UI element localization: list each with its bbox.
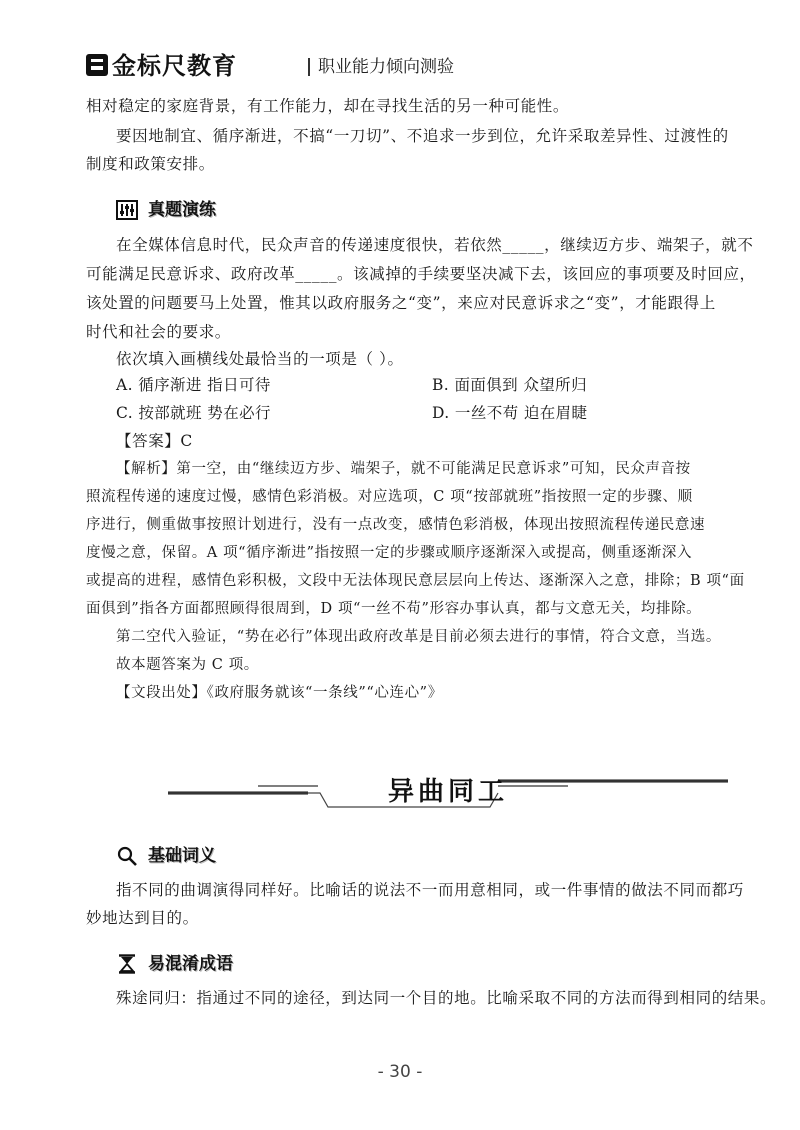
intro-line-2: 要因地制宜、循序渐进，不搞“一刀切”、不追求一步到位，允许采取差异性、过渡性的	[116, 127, 729, 145]
idiom-title-banner	[168, 757, 728, 817]
basic-meaning-label: 基础词义	[148, 846, 216, 866]
logo-icon	[86, 54, 108, 76]
sliders-icon	[116, 200, 138, 220]
answer: 【答案】C	[116, 432, 193, 450]
analysis-line-3: 序进行，侧重做事按照计划进行，没有一点改变，感情色彩消极，体现出按照流程传递民意速	[86, 517, 706, 533]
confusable-heading	[116, 952, 336, 978]
option-d: D. 一丝不苟 迫在眉睫	[432, 404, 588, 422]
idiom-title: 异曲同工	[387, 777, 508, 807]
header-subtitle: 职业能力倾向测验	[318, 57, 454, 77]
question-line-3: 该处置的问题要马上处置，惟其以政府服务之“变”，来应对民意诉求之“变”，才能跟得上	[86, 294, 716, 312]
analysis-line-1: 【解析】第一空，由“继续迈方步、端架子，就不可能满足民意诉求”可知，民众声音按	[116, 461, 691, 477]
question-line-4: 时代和社会的要求。	[86, 323, 231, 341]
analysis-line-5: 或提高的进程，感情色彩积极，文段中无法体现民意层层向上传达、逐渐深入之意，排除；B 项“面	[86, 573, 745, 589]
hourglass-icon	[116, 954, 138, 974]
question-line-2: 可能满足民意诉求、政府改革_____。该减掉的手续要坚决减下去，该回应的事项要及时回应，	[86, 265, 756, 283]
search-icon	[116, 846, 138, 866]
page-number: - 30 -	[377, 1062, 423, 1082]
basic-meaning-heading	[116, 844, 316, 870]
option-c: C. 按部就班 势在必行	[116, 404, 271, 422]
question-line-1: 在全媒体信息时代，民众声音的传递速度很快，若依然_____，继续迈方步、端架子，就不	[116, 236, 754, 254]
page-header	[86, 50, 726, 84]
confusable-label: 易混淆成语	[148, 954, 233, 974]
intro-line-3: 制度和政策安排。	[86, 155, 215, 173]
header-divider	[308, 58, 310, 76]
brand-name: 金标尺教育	[112, 52, 237, 80]
analysis-line-6: 面俱到”指各方面都照顾得很周到，D 项“一丝不苟”形容办事认真，都与文意无关，均排除。	[86, 601, 702, 617]
basic-meaning-line-1: 指不同的曲调演得同样好。比喻话的说法不一而用意相同，或一件事情的做法不同而都巧	[116, 881, 744, 899]
analysis-line-2: 照流程传递的速度过慢，感情色彩消极。对应选项，C 项“按部就班”指按照一定的步骤、顺	[86, 489, 693, 505]
analysis-line-4: 度慢之意，保留。A 项“循序渐进”指按照一定的步骤或顺序逐渐深入或提高，侧重逐渐深入	[86, 545, 693, 561]
basic-meaning-line-2: 妙地达到目的。	[86, 909, 199, 927]
analysis-line-7: 第二空代入验证，“势在必行”体现出政府改革是目前必须去进行的事情，符合文意，当选。	[116, 629, 721, 645]
practice-heading	[116, 198, 316, 224]
option-a: A. 循序渐进 指日可待	[116, 376, 271, 394]
option-b: B. 面面俱到 众望所归	[432, 376, 587, 394]
practice-heading-label: 真题演练	[148, 200, 216, 220]
question-prompt: 依次填入画横线处最恰当的一项是（ ）。	[116, 350, 404, 368]
source-citation: 【文段出处】《政府服务就该“一条线”“心连心”》	[116, 685, 443, 701]
confusable-line-1: 殊途同归：指通过不同的途径，到达同一个目的地。比喻采取不同的方法而得到相同的结果。	[116, 989, 777, 1007]
intro-line-1: 相对稳定的家庭背景，有工作能力，却在寻找生活的另一种可能性。	[86, 97, 570, 115]
analysis-line-8: 故本题答案为 C 项。	[116, 657, 259, 673]
